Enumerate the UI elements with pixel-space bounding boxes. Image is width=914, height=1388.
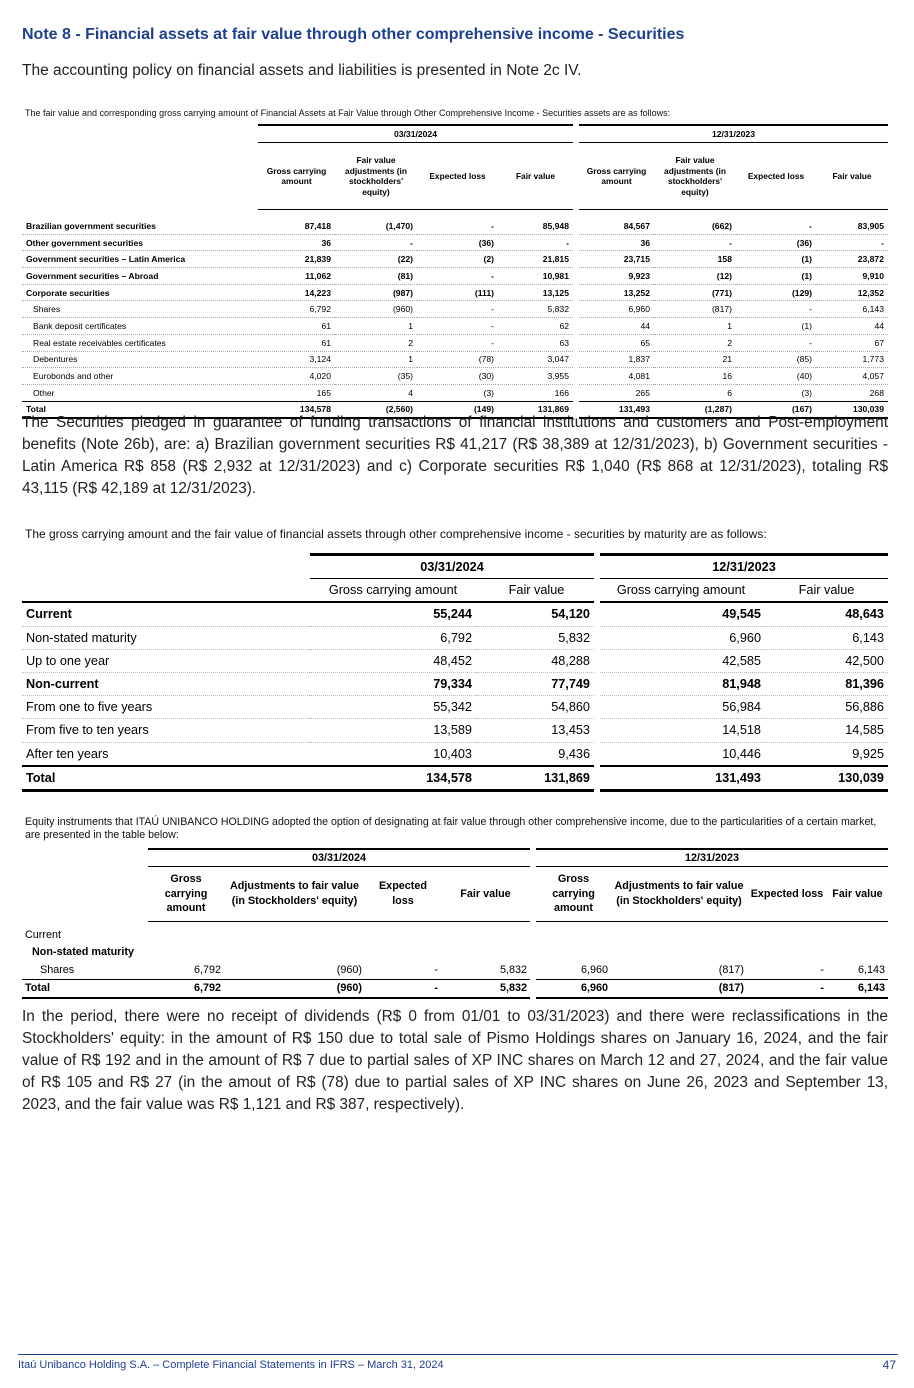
cell-value: 21,839: [304, 254, 331, 265]
cell-value: 165: [316, 387, 331, 398]
cell-value: 131,869: [476, 766, 597, 791]
column-header: Fair value: [816, 143, 888, 210]
table3-caption: Equity instruments that ITAÚ UNIBANCO HOLDING adopted the option of designating at fair value through other comprehensive income, due to the particularities of a certain market, are presented in the table below:: [25, 816, 877, 842]
cell-value: (987): [392, 287, 413, 298]
cell-value: 2: [408, 337, 413, 348]
cell-value: -: [566, 237, 569, 248]
row-label: Government securities – Abroad: [26, 270, 159, 281]
cell-value: -: [491, 337, 494, 348]
cell-value: 10,981: [542, 270, 569, 281]
cell-value: 42,585: [597, 649, 765, 672]
table1-caption: The fair value and corresponding gross carrying amount of Financial Assets at Fair Value through Other Comprehensive Income - Securities assets are as follows:: [25, 108, 671, 118]
cell-value: (149): [417, 401, 498, 418]
cell-value: 2: [727, 337, 732, 348]
cell-value: 65: [576, 334, 654, 351]
column-header: Expected loss: [736, 143, 816, 210]
cell-value: 36: [576, 234, 654, 251]
cell-value: 6,960: [533, 961, 611, 979]
cell-value: (36): [796, 237, 812, 248]
cell-value: 130,039: [816, 401, 888, 418]
column-header: Fair value adjustments (in stockholders' equity): [335, 143, 417, 210]
table-row: [22, 384, 888, 401]
cell-value: 14,223: [304, 287, 331, 298]
cell-value: 131,493: [576, 401, 654, 418]
cell-value: 130,039: [765, 766, 888, 791]
cell-value: -: [491, 270, 494, 281]
cell-value: 5,832: [547, 304, 569, 315]
cell-value: 4,081: [576, 368, 654, 385]
intro-text: The accounting policy on financial assets and liabilities is presented in Note 2c IV.: [22, 62, 582, 79]
dividends-paragraph: In the period, there were no receipt of dividends (R$ 0 from 01/01 to 03/31/2023) and there were reclassifications in the Stockholders' equity: in the amount of R$ 150 due to total sale of Pismo Holdings shares on January 16, 2024, and the fair value of R$ 192 and in the amount of R$ 7 due to partial sales of XP INC shares on March 12 and 27, 2024, and the fair value of R$ 105 and R$ 27 (in the amout of R$ (78) due to partial sales of XP INC shares on June 26, 2023 and September 13, 2023, and the fair value was R$ 1,121 and R$ 387, respectively).: [22, 1008, 888, 1114]
cell-value: -: [410, 237, 413, 248]
cell-value: 13,252: [576, 284, 654, 301]
table-row: [22, 672, 888, 695]
cell-value: 5,832: [499, 963, 527, 976]
row-label: Shares: [40, 963, 75, 976]
row-label: Non-stated maturity: [26, 630, 137, 645]
cell-value: -: [365, 979, 441, 998]
column-header: Fair value: [498, 143, 576, 210]
cell-value: 14,518: [597, 719, 765, 742]
cell-value: (1): [801, 320, 812, 331]
cell-value: 54,120: [551, 607, 590, 622]
row-label: Other: [33, 387, 55, 398]
cell-value: (817): [611, 979, 747, 998]
column-header: Fair value: [765, 579, 888, 603]
cell-value: (1,470): [385, 220, 413, 231]
cell-value: 6,960: [597, 626, 765, 649]
cell-value: 14,585: [845, 723, 884, 738]
period-header: 03/31/2024: [258, 125, 576, 143]
cell-value: 9,923: [576, 268, 654, 285]
column-header: Gross carrying amount: [576, 143, 654, 210]
cell-value: 81,948: [597, 672, 765, 695]
cell-value: 5,832: [558, 630, 590, 645]
pledged-securities-paragraph: The Securities pledged in guarantee of funding transactions of financial institutions and customers and Post-employment benefits (Note 26b), are: a) Brazilian government securities R$ 41,217 (R$ 38,389 at 12/31/2023), b) Government securities - Latin America R$ 858 (R$ 2,932 at 12/31/2023) and c) Corporate securities R$ 1,040 (R$ 868 at 12/31/2023), totaling R$ 43,115 (R$ 42,189 at 12/31/2023).: [22, 414, 888, 498]
cell-value: (771): [711, 287, 732, 298]
cell-value: 11,062: [305, 270, 331, 281]
cell-value: 1,773: [862, 354, 884, 365]
column-header: Adjustments to fair value (in Stockholders' equity): [224, 867, 365, 922]
cell-value: 10,446: [597, 742, 765, 766]
fair-value-securities-table: [22, 124, 888, 419]
cell-value: 9,910: [862, 270, 884, 281]
table-row: [22, 649, 888, 672]
cell-value: 6,143: [827, 979, 888, 998]
cell-value: 61: [321, 337, 331, 348]
cell-value: -: [809, 220, 812, 231]
cell-value: 55,244: [433, 607, 472, 622]
row-label: Real estate receivables certificates: [33, 337, 166, 348]
cell-value: (12): [716, 270, 732, 281]
cell-value: 44: [576, 318, 654, 335]
cell-value: 166: [554, 387, 569, 398]
cell-value: (817): [711, 304, 732, 315]
row-label: Total: [22, 766, 310, 791]
row-label: Corporate securities: [26, 287, 110, 298]
period-header: 03/31/2024: [310, 555, 597, 579]
cell-value: 23,715: [576, 251, 654, 268]
cell-value: 56,984: [597, 696, 765, 719]
cell-value: -: [491, 304, 494, 315]
cell-value: -: [820, 963, 824, 976]
cell-value: (35): [397, 371, 413, 382]
cell-value: 6,143: [857, 963, 885, 976]
cell-value: 42,500: [845, 653, 884, 668]
cell-value: 77,749: [551, 677, 590, 692]
cell-value: (167): [736, 401, 816, 418]
table-row: [22, 284, 888, 301]
cell-value: (81): [397, 270, 413, 281]
cell-value: 87,418: [304, 220, 331, 231]
cell-value: 79,334: [433, 677, 472, 692]
cell-value: 1: [408, 320, 413, 331]
equity-instruments-table: [22, 848, 888, 999]
cell-value: 61: [321, 320, 331, 331]
cell-value: (3): [801, 387, 812, 398]
cell-value: 6,960: [576, 301, 654, 318]
row-label: Other government securities: [26, 237, 144, 248]
cell-value: 21,815: [542, 254, 569, 265]
column-header: Fair value adjustments (in stockholders' equity): [654, 143, 736, 210]
column-header: Fair value: [476, 579, 597, 603]
cell-value: 9,436: [558, 746, 590, 761]
table-row: [22, 318, 888, 335]
cell-value: (2): [483, 254, 494, 265]
cell-value: -: [491, 320, 494, 331]
cell-value: 6,792: [148, 979, 224, 998]
total-row: [22, 766, 888, 791]
column-header: Expected loss: [417, 143, 498, 210]
cell-value: 44: [874, 320, 884, 331]
period-header: 12/31/2023: [597, 555, 888, 579]
table-row: [22, 626, 888, 649]
cell-value: 49,545: [597, 602, 765, 626]
row-label: Brazilian government securities: [26, 220, 156, 231]
group-label: Non-stated maturity: [32, 946, 134, 959]
table-row: [22, 351, 888, 368]
cell-value: 83,905: [857, 220, 884, 231]
row-label: Total: [22, 401, 258, 418]
cell-value: 158: [717, 254, 732, 265]
cell-value: 4: [408, 387, 413, 398]
cell-value: 4,020: [309, 371, 331, 382]
cell-value: 268: [869, 387, 884, 398]
cell-value: (2,560): [335, 401, 417, 418]
row-label: After ten years: [26, 746, 109, 761]
cell-value: 3,047: [547, 354, 569, 365]
cell-value: 4,057: [862, 371, 884, 382]
cell-value: 21: [722, 354, 732, 365]
row-label: Bank deposit certificates: [33, 320, 127, 331]
cell-value: 265: [576, 384, 654, 401]
cell-value: 6,792: [193, 963, 221, 976]
cell-value: 12,352: [857, 287, 884, 298]
cell-value: 10,403: [433, 746, 472, 761]
cell-value: 55,342: [433, 700, 472, 715]
row-label: Non-current: [26, 677, 99, 692]
cell-value: (3): [483, 387, 494, 398]
page-number: 47: [882, 1358, 896, 1372]
cell-value: (960): [224, 979, 365, 998]
column-header: Expected loss: [747, 867, 827, 922]
cell-value: (960): [392, 304, 413, 315]
table-row: [22, 696, 888, 719]
cell-value: (36): [478, 237, 494, 248]
cell-value: 23,872: [857, 254, 884, 265]
row-label: Up to one year: [26, 653, 110, 668]
row-label: Debentures: [33, 354, 78, 365]
row-label: From five to ten years: [26, 723, 149, 738]
cell-value: 134,578: [310, 766, 476, 791]
row-label: Current: [26, 607, 72, 622]
cell-value: (129): [791, 287, 812, 298]
total-row: [22, 979, 888, 998]
cell-value: 9,925: [852, 746, 884, 761]
cell-value: 13,125: [542, 287, 569, 298]
cell-value: -: [809, 337, 812, 348]
row-label: Government securities – Latin America: [26, 254, 186, 265]
column-header: Gross carrying amount: [533, 867, 611, 922]
cell-value: (662): [711, 220, 732, 231]
row-label: Shares: [33, 304, 61, 315]
cell-value: (111): [474, 287, 494, 298]
cell-value: (78): [478, 354, 494, 365]
cell-value: 6,143: [862, 304, 884, 315]
table-row: [22, 268, 888, 285]
column-header: Fair value: [441, 867, 533, 922]
table-row: [22, 218, 888, 234]
footer-text: Itaú Unibanco Holding S.A. – Complete Financial Statements in IFRS – March 31, 2024: [18, 1359, 444, 1371]
column-header: Adjustments to fair value (in Stockholders' equity): [611, 867, 747, 922]
table-row: [22, 234, 888, 251]
table-row: [22, 368, 888, 385]
cell-value: 54,860: [551, 700, 590, 715]
cell-value: (85): [796, 354, 812, 365]
cell-value: 1: [408, 354, 413, 365]
table-row: [22, 251, 888, 268]
period-header: 03/31/2024: [148, 849, 533, 867]
cell-value: 63: [559, 337, 569, 348]
cell-value: 6,960: [533, 979, 611, 998]
cell-value: 3,955: [547, 371, 569, 382]
cell-value: -: [434, 963, 438, 976]
cell-value: 6,792: [309, 304, 331, 315]
cell-value: 131,493: [597, 766, 765, 791]
cell-value: 134,578: [258, 401, 335, 418]
row-label: Total: [22, 979, 148, 998]
column-header: Expected loss: [365, 867, 441, 922]
cell-value: (1): [801, 254, 812, 265]
cell-value: 81,396: [845, 677, 884, 692]
group-label: Current: [25, 928, 62, 941]
cell-value: (817): [718, 963, 744, 976]
cell-value: 5,832: [441, 979, 533, 998]
cell-value: (22): [397, 254, 413, 265]
cell-value: -: [881, 237, 884, 248]
row-label: Eurobonds and other: [33, 371, 114, 382]
page-footer: [18, 1354, 898, 1372]
cell-value: 84,567: [576, 218, 654, 234]
table-row: [22, 334, 888, 351]
cell-value: 56,886: [845, 700, 884, 715]
table-row: [22, 742, 888, 766]
cell-value: 6,143: [852, 630, 884, 645]
cell-value: -: [747, 979, 827, 998]
cell-value: 62: [559, 320, 569, 331]
table-row: [22, 602, 888, 626]
row-label: From one to five years: [26, 700, 153, 715]
column-header: Gross carrying amount: [597, 579, 765, 603]
table-row: [22, 301, 888, 318]
cell-value: 85,948: [542, 220, 569, 231]
cell-value: 1,837: [576, 351, 654, 368]
cell-value: 48,452: [433, 653, 472, 668]
cell-value: 1: [727, 320, 732, 331]
cell-value: 48,288: [551, 653, 590, 668]
cell-value: 6,792: [440, 630, 472, 645]
cell-value: 13,453: [551, 723, 590, 738]
cell-value: 48,643: [845, 607, 884, 622]
table-row: [22, 961, 888, 979]
cell-value: 3,124: [309, 354, 331, 365]
maturity-table: [22, 553, 888, 792]
cell-value: (1,287): [654, 401, 736, 418]
cell-value: (1): [801, 270, 812, 281]
cell-value: 6: [727, 387, 732, 398]
table-row: [22, 719, 888, 742]
cell-value: (960): [336, 963, 362, 976]
cell-value: (40): [796, 371, 812, 382]
cell-value: 13,589: [433, 723, 472, 738]
cell-value: 131,869: [498, 401, 576, 418]
table2-caption: The gross carrying amount and the fair value of financial assets through other comprehensive income - securities by maturity are as follows:: [25, 527, 767, 541]
column-header: Gross carrying amount: [258, 143, 335, 210]
cell-value: 36: [321, 237, 331, 248]
period-header: 12/31/2023: [576, 125, 888, 143]
period-header: 12/31/2023: [533, 849, 888, 867]
cell-value: -: [809, 304, 812, 315]
note-title: Note 8 - Financial assets at fair value through other comprehensive income - Securities: [22, 26, 685, 43]
cell-value: (30): [478, 371, 494, 382]
column-header: Gross carrying amount: [148, 867, 224, 922]
cell-value: -: [729, 237, 732, 248]
cell-value: -: [491, 220, 494, 231]
cell-value: 67: [874, 337, 884, 348]
column-header: Fair value: [827, 867, 888, 922]
column-header: Gross carrying amount: [310, 579, 476, 603]
cell-value: 16: [722, 371, 732, 382]
